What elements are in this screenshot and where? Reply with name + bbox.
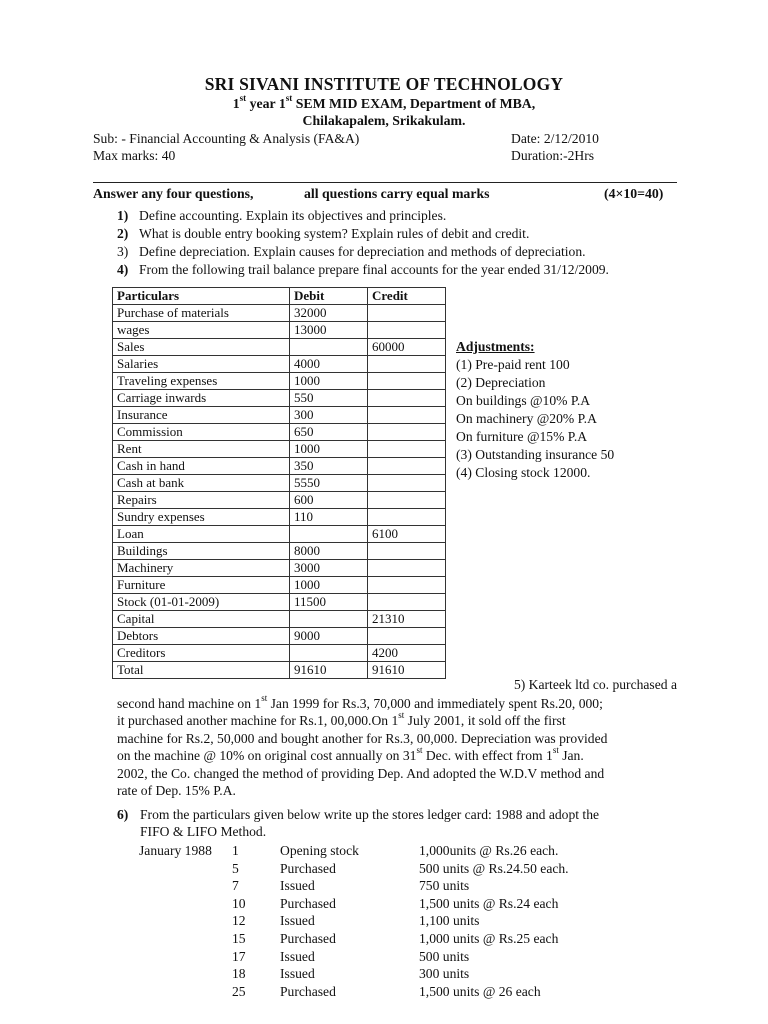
credit-cell (368, 577, 446, 594)
particulars-cell: Furniture (113, 577, 290, 594)
credit-cell (368, 543, 446, 560)
credit-cell: 4200 (368, 645, 446, 662)
debit-cell: 300 (290, 407, 368, 424)
table-row (113, 611, 446, 628)
particulars-cell: Creditors (113, 645, 290, 662)
credit-cell (368, 322, 446, 339)
question-5-line: it purchased another machine for Rs.1, 00,000.On 1st July 2001, it sold off the first (117, 710, 566, 728)
ledger-detail: 300 units (419, 966, 470, 982)
ledger-day: 15 (232, 931, 246, 946)
adjustment-item: (3) Outstanding insurance 50 (456, 447, 615, 462)
question-5-start: 5) Karteek ltd co. purchased a (513, 677, 677, 692)
adjustments-heading: Adjustments: (456, 339, 535, 354)
credit-cell: 91610 (368, 662, 446, 679)
particulars-cell: Machinery (113, 560, 290, 577)
particulars-cell: Commission (113, 424, 290, 441)
debit-cell (290, 611, 368, 628)
question-4: 4) From the following trail balance prepare final accounts for the year ended 31/12/2009. (117, 262, 609, 277)
question-5-line: 2002, the Co. changed the method of providing Dep. And adopted the W.D.V method and (117, 766, 605, 781)
ledger-month: January 1988 (139, 843, 212, 858)
table-row (113, 475, 446, 492)
debit-cell: 650 (290, 424, 368, 441)
ledger-action: Purchased (280, 931, 336, 946)
instruction-left: Answer any four questions, (93, 186, 254, 201)
particulars-cell: Traveling expenses (113, 373, 290, 390)
institute-title: SRI SIVANI INSTITUTE OF TECHNOLOGY (204, 74, 564, 94)
particulars-cell: Purchase of materials (113, 305, 290, 322)
header-credit: Credit (368, 288, 446, 305)
credit-cell: 21310 (368, 611, 446, 628)
table-row (113, 628, 446, 645)
instruction-middle: all questions carry equal marks (304, 186, 490, 201)
credit-cell (368, 356, 446, 373)
credit-cell (368, 305, 446, 322)
particulars-cell: Salaries (113, 356, 290, 373)
table-row (113, 390, 446, 407)
question-6 (117, 806, 677, 841)
debit-cell: 3000 (290, 560, 368, 577)
duration-line: Duration:-2Hrs (511, 148, 595, 163)
adjustment-item: On buildings @10% P.A (456, 393, 591, 408)
exam-line: 1st year 1st SEM MID EXAM, Department of MBA, (232, 93, 536, 111)
ledger-day: 5 (232, 860, 239, 876)
debit-cell: 91610 (290, 662, 368, 679)
debit-cell: 1000 (290, 373, 368, 390)
table-header-row (113, 288, 446, 305)
particulars-cell: Rent (113, 441, 290, 458)
debit-cell: 11500 (290, 594, 368, 611)
question-5-line: machine for Rs.2, 50,000 and bought another for Rs.3, 00,000. Depreciation was provided (117, 731, 608, 746)
particulars-cell: Total (113, 662, 290, 679)
table-row (113, 594, 446, 611)
credit-cell (368, 475, 446, 492)
credit-cell: 60000 (368, 339, 446, 356)
credit-cell: 6100 (368, 526, 446, 543)
debit-cell: 110 (290, 509, 368, 526)
ledger-detail: 500 units (419, 948, 470, 964)
credit-cell (368, 390, 446, 407)
table-row (113, 424, 446, 441)
table-row (113, 662, 446, 679)
debit-cell: 350 (290, 458, 368, 475)
ledger-day: 25 (232, 983, 246, 999)
question-5-line: rate of Dep. 15% P.A. (117, 783, 236, 798)
particulars-cell: Cash in hand (113, 458, 290, 475)
table-row (113, 543, 446, 560)
ledger-action: Issued (280, 966, 315, 982)
adjustment-item: (4) Closing stock 12000. (456, 465, 591, 480)
header-debit: Debit (290, 288, 368, 305)
debit-cell: 9000 (290, 628, 368, 645)
particulars-cell: Repairs (113, 492, 290, 509)
table-row (113, 577, 446, 594)
ledger-day: 7 (232, 878, 239, 894)
ledger-detail: 1,500 units @ Rs.24 each (419, 895, 559, 911)
ledger-day: 1 (232, 843, 239, 858)
ledger-detail: 500 units @ Rs.24.50 each. (419, 860, 569, 876)
trial-balance-table (112, 287, 446, 679)
table-row (113, 560, 446, 577)
credit-cell (368, 560, 446, 577)
credit-cell (368, 407, 446, 424)
ledger-day: 10 (232, 895, 246, 911)
particulars-cell: Insurance (113, 407, 290, 424)
debit-cell: 5550 (290, 475, 368, 492)
particulars-cell: Cash at bank (113, 475, 290, 492)
ledger-day: 12 (232, 913, 246, 929)
particulars-cell: Loan (113, 526, 290, 543)
ledger-detail: 750 units (419, 878, 470, 894)
max-marks-line: Max marks: 40 (93, 148, 176, 163)
credit-cell (368, 373, 446, 390)
debit-cell (290, 526, 368, 543)
debit-cell (290, 339, 368, 356)
ledger-detail: 1,500 units @ 26 each (419, 983, 541, 999)
debit-cell: 1000 (290, 441, 368, 458)
credit-cell (368, 424, 446, 441)
ledger-detail: 1,100 units (419, 913, 480, 929)
date-line: Date: 2/12/2010 (511, 131, 599, 146)
debit-cell: 13000 (290, 322, 368, 339)
question-6-line: 6) From the particulars given below write up the stores ledger card: 1988 and adopt the (117, 807, 600, 822)
header-divider (93, 182, 677, 183)
instruction-marks: (4×10=40) (604, 186, 664, 201)
debit-cell: 4000 (290, 356, 368, 373)
ledger-action: Purchased (280, 895, 336, 911)
table-row (113, 509, 446, 526)
ledger-action: Issued (280, 913, 315, 929)
ledger-detail: 1,000units @ Rs.26 each. (419, 843, 559, 858)
subject-line: Sub: - Financial Accounting & Analysis (FA&A) (93, 131, 360, 146)
table-row (113, 441, 446, 458)
particulars-cell: Capital (113, 611, 290, 628)
ledger-day: 18 (232, 966, 246, 982)
table-row (113, 339, 446, 356)
debit-cell: 550 (290, 390, 368, 407)
table-row (113, 356, 446, 373)
table-row (113, 526, 446, 543)
location-line: Chilakapalem, Srikakulam. (302, 113, 466, 128)
question-5-line: on the machine @ 10% on original cost annually on 31st Dec. with effect from 1st Jan. (117, 745, 584, 763)
table-row (113, 373, 446, 390)
question-3: 3) Define depreciation. Explain causes for depreciation and methods of depreciation. (117, 244, 586, 259)
table-row (113, 407, 446, 424)
credit-cell (368, 509, 446, 526)
debit-cell (290, 645, 368, 662)
debit-cell: 8000 (290, 543, 368, 560)
credit-cell (368, 628, 446, 645)
ledger-action: Issued (280, 948, 315, 964)
credit-cell (368, 492, 446, 509)
particulars-cell: Stock (01-01-2009) (113, 594, 290, 611)
ledger-action: Opening stock (280, 843, 359, 858)
table-row (113, 305, 446, 322)
particulars-cell: Carriage inwards (113, 390, 290, 407)
particulars-cell: wages (113, 322, 290, 339)
credit-cell (368, 441, 446, 458)
adjustment-item: (1) Pre-paid rent 100 (456, 357, 570, 372)
credit-cell (368, 594, 446, 611)
table-row (113, 492, 446, 509)
table-row (113, 458, 446, 475)
particulars-cell: Debtors (113, 628, 290, 645)
header-particulars: Particulars (113, 288, 290, 305)
particulars-cell: Buildings (113, 543, 290, 560)
ledger-action: Purchased (280, 983, 336, 999)
particulars-cell: Sundry expenses (113, 509, 290, 526)
particulars-cell: Sales (113, 339, 290, 356)
adjustment-item: On furniture @15% P.A (456, 429, 588, 444)
question-2: 2) What is double entry booking system? Explain rules of debit and credit. (117, 226, 530, 241)
table-row (113, 322, 446, 339)
table-row (113, 645, 446, 662)
debit-cell: 1000 (290, 577, 368, 594)
debit-cell: 32000 (290, 305, 368, 322)
credit-cell (368, 458, 446, 475)
question-6-line: FIFO & LIFO Method. (140, 824, 267, 840)
question-5-line: second hand machine on 1st Jan 1999 for Rs.3, 70,000 and immediately spent Rs.20, 000; (117, 693, 603, 711)
ledger-action: Issued (280, 878, 315, 894)
question-1: 1) Define accounting. Explain its objectives and principles. (117, 208, 447, 223)
ledger-day: 17 (232, 948, 246, 964)
debit-cell: 600 (290, 492, 368, 509)
ledger-detail: 1,000 units @ Rs.25 each (419, 931, 559, 946)
adjustment-item: On machinery @20% P.A (456, 411, 597, 426)
adjustment-item: (2) Depreciation (456, 375, 546, 390)
ledger-action: Purchased (280, 860, 336, 876)
